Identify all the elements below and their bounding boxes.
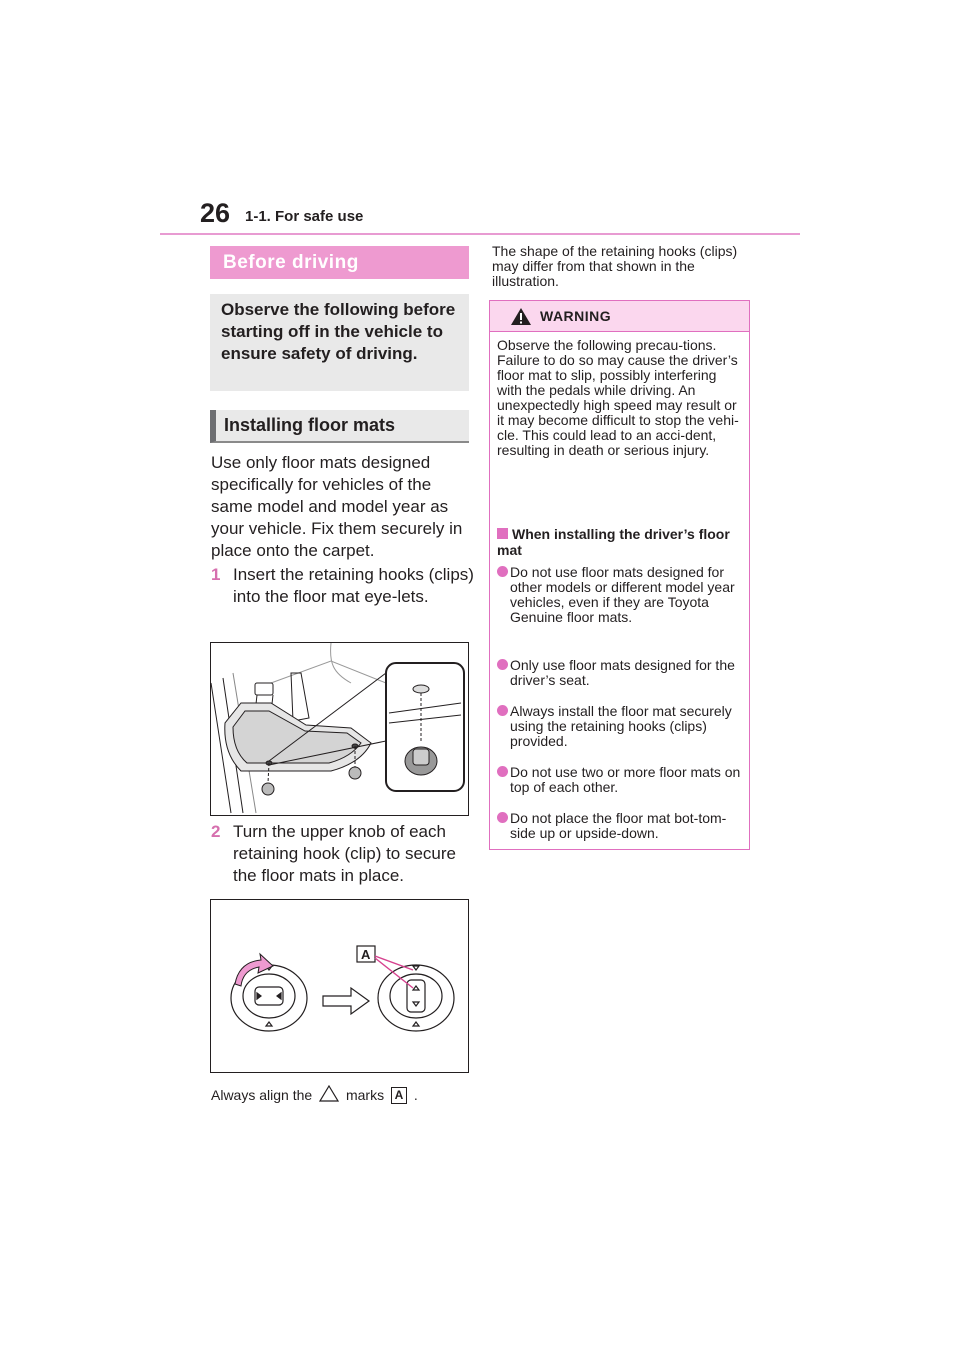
bullet-dot-icon — [497, 812, 508, 823]
warning-intro: Observe the following precau-tions. — [497, 337, 717, 353]
warning-bullet-text: Do not use two or more floor mats on top of each other. — [510, 764, 741, 795]
caption-text-end: . — [413, 1087, 418, 1103]
caption-text-mid: marks — [345, 1087, 385, 1103]
bullet-dot-icon — [497, 566, 508, 577]
warning-consequence: Failure to do so may cause the driver’s floor mat to slip, possibly interfering with the pedals while driving. An unexpectedly high speed may result or it may become difficult to stop the vehi-cle. This could lead to an acci-dent, resulting in death or serious injury. — [497, 352, 739, 458]
warning-triangle-icon — [510, 307, 532, 331]
caption-label-a: A — [391, 1087, 407, 1104]
warning-bullet-text: Only use floor mats designed for the driver’s seat. — [510, 657, 735, 688]
triangle-mark-icon — [319, 1085, 339, 1106]
warning-body — [497, 338, 743, 458]
step-number: 1 — [211, 565, 221, 584]
warning-box — [489, 300, 750, 850]
floor-mats-body: Use only floor mats designed specifically for vehicles of the same model and model year as your vehicle. Fix them securely in place onto the carpet. — [211, 453, 463, 560]
alignment-caption — [211, 1085, 418, 1106]
warning-subheading — [497, 526, 743, 558]
step-number: 2 — [211, 822, 221, 841]
warning-header — [490, 301, 749, 332]
before-driving-heading: Before driving — [210, 246, 469, 279]
step-text: Insert the retaining hooks (clips) into the floor mat eye-lets. — [233, 565, 474, 606]
warning-title: WARNING — [540, 308, 612, 324]
warning-bullet-text: Always install the floor mat securely using the retaining hooks (clips) provided. — [510, 703, 732, 749]
section-title: 1-1. For safe use — [245, 208, 364, 225]
page-number: 26 — [200, 198, 231, 228]
bullet-dot-icon — [497, 659, 508, 670]
floor-mat-illustration — [210, 642, 469, 816]
warning-bullet-text: Do not place the floor mat bot-tom-side up or upside-down. — [510, 810, 727, 841]
warning-subheading-text: When installing the driver’s floor mat — [497, 526, 730, 558]
knob-turn-illustration — [210, 899, 469, 1073]
intro-box: Observe the following before starting off in the vehicle to ensure safety of driving. — [210, 294, 469, 391]
figure-label-a: A — [361, 947, 371, 962]
warning-bullet-text: Do not use floor mats designed for other models or different model year vehicles, even if they are Toyota Genuine floor mats. — [510, 564, 735, 625]
floor-mats-heading: Installing floor mats — [210, 410, 469, 443]
caption-text-start: Always align the — [211, 1087, 313, 1103]
square-bullet-icon — [497, 528, 508, 539]
bullet-dot-icon — [497, 705, 508, 716]
step-text: Turn the upper knob of each retaining hook (clip) to secure the floor mats in place. — [233, 822, 457, 885]
bullet-dot-icon — [497, 766, 508, 777]
hook-shape-note: The shape of the retaining hooks (clips) may differ from that shown in the illustration. — [492, 243, 738, 289]
header-divider — [160, 233, 800, 235]
